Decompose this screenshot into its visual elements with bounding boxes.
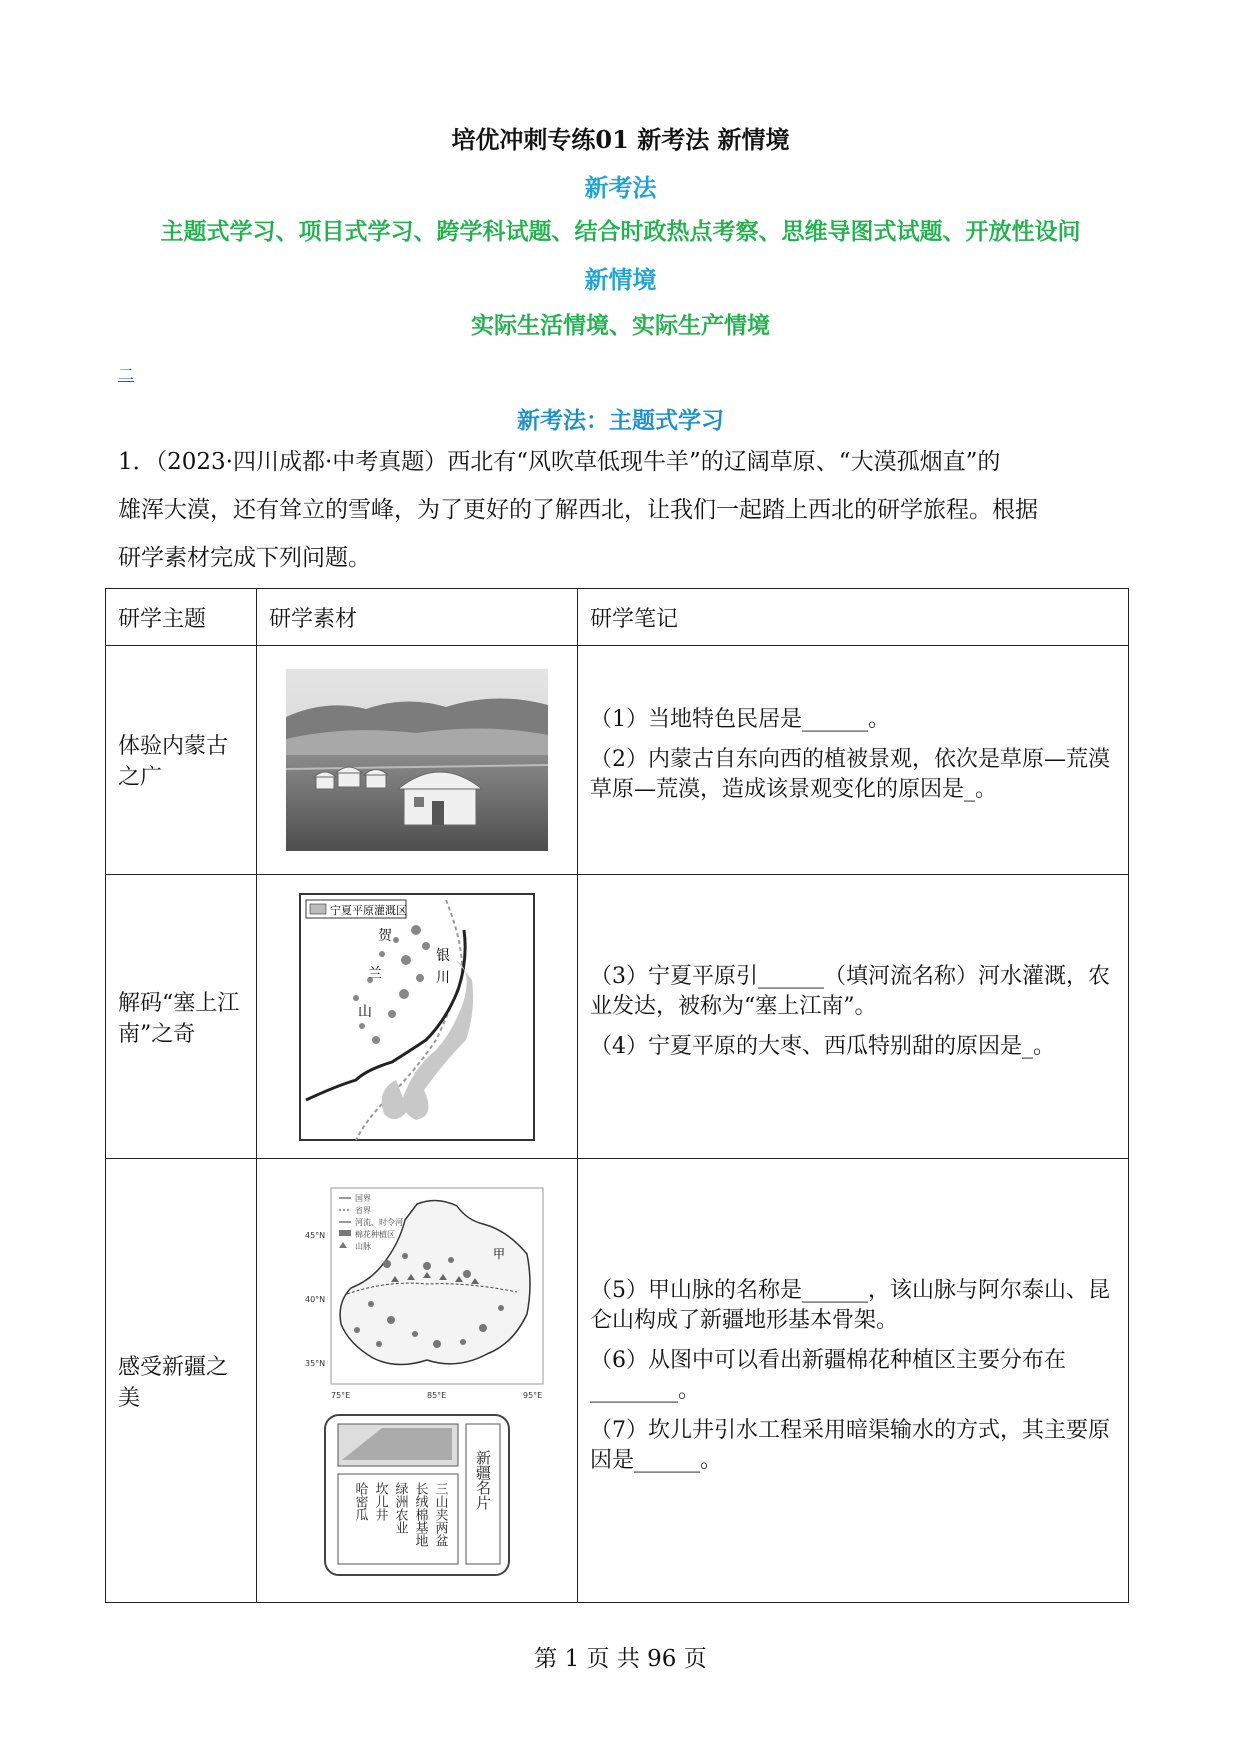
table-row <box>106 1159 1129 1603</box>
card-item: 三山夹两盆 <box>432 1481 448 1547</box>
note-q5: （5）甲山脉的名称是______，该山脉与阿尔泰山、昆仑山构成了新疆地形基本骨架。 <box>590 1277 1110 1333</box>
theme-cell: 感受新疆之美 <box>106 1159 257 1603</box>
new-method-list: 主题式学习、项目式学习、跨学科试题、结合时政热点考察、思维导图式试题、开放性设问 <box>160 218 1081 245</box>
map-label: 兰 <box>368 965 382 982</box>
theme-cell: 体验内蒙古之广 <box>106 646 257 875</box>
new-method-label: 新考法 <box>584 173 657 202</box>
material-cell <box>257 646 578 875</box>
legend-item: 河流、时令河 <box>355 1217 403 1227</box>
table-row <box>106 646 1129 875</box>
question-line: 1．（2023·四川成都·中考真题）西北有“风吹草低现牛羊”的辽阔草原、“大漠孤烟直”的 <box>118 449 1001 475</box>
lon-label: 85°E <box>427 1390 447 1400</box>
card-item: 坎儿井 <box>372 1481 388 1521</box>
card-title: 新疆名片 <box>474 1449 492 1510</box>
xinjiang-card <box>322 1412 512 1578</box>
legend-item: 棉花种植区 <box>355 1229 395 1239</box>
note-q7: （7）坎儿井引水工程采用暗渠输水的方式，其主要原因是______。 <box>590 1417 1110 1473</box>
theme-cell: 解码“塞上江南”之奇 <box>106 875 257 1159</box>
xinjiang-map <box>287 1184 547 1404</box>
table-header-row <box>106 589 1129 646</box>
table-row <box>106 875 1129 1159</box>
page-footer: 第 1 页 共 96 页 <box>534 1646 707 1672</box>
material-cell <box>257 1159 578 1603</box>
note-q3: （3）宁夏平原引______（填河流名称）河水灌溉，农业发达，被称为“塞上江南”。 <box>590 963 1110 1019</box>
page-title: 培优冲刺专练01 新考法 新情境 <box>451 125 790 154</box>
map-label-jia: 甲 <box>493 1246 506 1261</box>
notes-cell <box>578 646 1129 875</box>
card-item: 绿洲农业 <box>392 1481 408 1534</box>
note-q4: （4）宁夏平原的大枣、西瓜特别甜的原因是_。 <box>590 1033 1055 1059</box>
notes-cell <box>578 1159 1129 1603</box>
map-label: 山 <box>358 1003 372 1020</box>
lon-label: 95°E <box>523 1390 543 1400</box>
header-material: 研学素材 <box>257 589 578 646</box>
map-label: 银 <box>436 947 450 964</box>
header-notes: 研学笔记 <box>578 589 1129 646</box>
lat-label: 45°N <box>305 1230 326 1240</box>
card-item: 长绒棉基地 <box>412 1481 428 1547</box>
header-theme: 研学主题 <box>106 589 257 646</box>
legend-item: 国界 <box>355 1193 371 1203</box>
lat-label: 35°N <box>305 1358 326 1368</box>
new-context-label: 新情境 <box>584 265 657 294</box>
legend-item: 山脉 <box>355 1241 371 1251</box>
material-cell <box>257 875 578 1159</box>
study-table <box>105 588 1129 1603</box>
map-label: 贺 <box>378 927 392 944</box>
legend-item: 省界 <box>355 1205 371 1215</box>
note-q6: （6）从图中可以看出新疆棉花种植区主要分布在________。 <box>590 1347 1066 1403</box>
notes-cell <box>578 875 1129 1159</box>
map-legend: 宁夏平原灌溉区 <box>330 903 407 917</box>
card-item: 哈密瓜 <box>352 1481 368 1521</box>
new-context-list: 实际生活情境、实际生产情境 <box>471 312 770 339</box>
toc-link[interactable]: 二 <box>118 365 135 384</box>
section-title: 新考法：主题式学习 <box>517 407 724 434</box>
ningxia-map <box>296 890 538 1144</box>
question-line: 研学素材完成下列问题。 <box>118 545 371 571</box>
lat-label: 40°N <box>305 1294 326 1304</box>
note-q1: （1）当地特色民居是______。 <box>590 707 890 732</box>
yurt-photo <box>286 669 548 851</box>
question-stem <box>118 438 1118 582</box>
lon-label: 75°E <box>331 1390 351 1400</box>
question-line: 雄浑大漠，还有耸立的雪峰，为了更好的了解西北，让我们一起踏上西北的研学旅程。根据 <box>118 497 1038 523</box>
note-q2: （2）内蒙古自东向西的植被景观，依次是草原—荒漠草原—荒漠，造成该景观变化的原因是_。 <box>590 747 1110 802</box>
map-label: 川 <box>436 969 450 986</box>
